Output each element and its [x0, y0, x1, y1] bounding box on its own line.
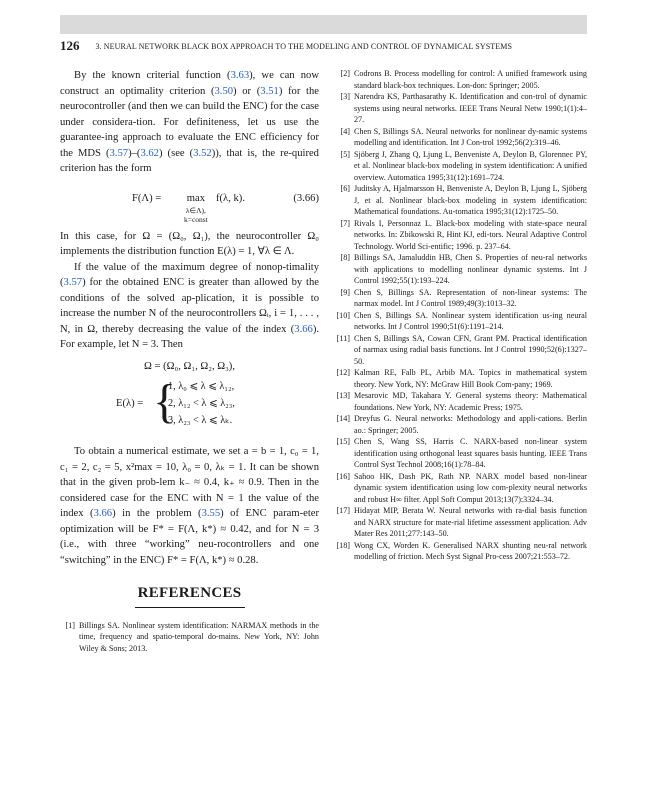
- reference-item: [335, 149, 587, 184]
- piecewise-equation: [60, 375, 319, 430]
- references-list: [335, 68, 587, 563]
- reference-number: [14]: [336, 414, 350, 423]
- reference-number: [6]: [340, 184, 350, 193]
- paragraph-criterion: [60, 68, 319, 177]
- equation-link[interactable]: 3.52: [193, 147, 212, 159]
- header-band: [60, 15, 587, 34]
- reference-number: [11]: [336, 333, 350, 343]
- reference-number: [10]: [336, 310, 350, 320]
- equation-link[interactable]: 3.57: [63, 277, 83, 288]
- reference-item: [335, 252, 587, 287]
- max-subscript: λ∈Λ),: [185, 206, 206, 215]
- reference-text: Wong CX, Worden K. Generalised NARX shunting neu-ral network modelling of friction. Mech Syst Signal Pro-cess 2007;21:553–72.: [354, 540, 587, 561]
- left-column: [60, 68, 319, 654]
- max-word: max: [186, 192, 206, 204]
- text: ) or (: [233, 85, 261, 97]
- reference-number: [12]: [336, 368, 350, 377]
- equation-lhs: F(Λ) =: [132, 192, 162, 204]
- reference-item: [60, 620, 319, 655]
- reference-text: Mesarovic MD, Takahara Y. General systems theory: Mathematical foundations. New York, NY: Academic Press; 1975.: [354, 391, 587, 412]
- text: ), we can now construct an optimality criterion (: [60, 70, 319, 97]
- piecewise-case: 3, λ₂₃ < λ ⩽ λₖ.: [168, 415, 233, 426]
- reference-text: Chen S, Billings SA. Neural networks for nonlinear dy-namic systems modelling and identification. Int J Con-trol 1992;56(2):319–46.: [354, 126, 587, 147]
- text: )), that is, the re-quired criterion has the form: [60, 147, 319, 174]
- text: ) for the neurocontroller (and then we can build the ENC) for the case under considera-tion. For definiteness, let us use the guarantee-ing approach to evaluate the ENC efficiency for the MDS (: [60, 85, 319, 159]
- equation-link[interactable]: 3.63: [230, 70, 250, 81]
- equation-link[interactable]: 3.50: [214, 85, 234, 97]
- reference-number: [16]: [336, 471, 350, 481]
- piecewise-case: 1, λ₀ ⩽ λ ⩽ λ₁₂,: [168, 381, 235, 392]
- reference-item: [335, 540, 587, 563]
- text: By the known criterial function (: [74, 70, 231, 81]
- reference-number: [8]: [340, 253, 350, 262]
- brace-symbol: {: [153, 375, 177, 428]
- reference-item: [335, 505, 587, 540]
- references-heading: REFERENCES: [137, 585, 242, 601]
- reference-text: Kalman RE, Falb PL, Arbib MA. Topics in mathematical system theory. New York, NY: McGraw Hill Book Com-pany; 1969.: [354, 368, 587, 389]
- equation-number: (3.66): [293, 192, 319, 204]
- max-operator: [184, 191, 208, 225]
- reference-item: [335, 183, 587, 218]
- text: ) in the problem (: [112, 508, 202, 519]
- reference-item: [335, 287, 587, 310]
- reference-text: Billings SA. Nonlinear system identification: NARMAX methods in the time, frequency and spatio-temporal do-mains. New York, NY: John Wiley & Sons; 2013.: [79, 620, 319, 653]
- equation-link[interactable]: 3.66: [93, 508, 113, 519]
- equation-link[interactable]: 3.66: [294, 323, 313, 335]
- reference-item: [335, 218, 587, 253]
- reference-text: Rivals I, Personnaz L. Black-box modeling with state-space neural networks. In: Zbikowski R, Hint KJ, edi-tors. Neural Adaptive Control Technology. World Sci-entific; 1996. p. 237–64.: [354, 218, 587, 251]
- reference-item: [335, 436, 587, 471]
- reference-text: Chen S, Billings SA. Nonlinear system identification us-ing neural networks. Int J Control 1990;51(6):1191–214.: [354, 310, 587, 331]
- equation-3-66: [60, 187, 319, 224]
- reference-number: [9]: [340, 287, 350, 297]
- text: )–(: [128, 147, 141, 159]
- reference-number: [3]: [340, 92, 350, 101]
- equation-link[interactable]: 3.55: [201, 508, 221, 519]
- reference-text: Narendra KS, Parthasarathy K. Identification and con-trol of dynamic systems using neural networks. IEEE Trans Neural Netw 1990;1(1):4–27.: [354, 92, 587, 124]
- reference-item: [335, 390, 587, 413]
- reference-text: Sahoo HK, Dash PK, Rath NP. NARX model based non-linear dynamic system identification using low com-plexity neural networks and robust H∞ filter. Appl Soft Comput 2013;13(7):3324–34.: [354, 471, 587, 504]
- chapter-title: 3. NEURAL NETWORK BLACK BOX APPROACH TO THE MODELING AND CONTROL OF DYNAMICAL SYSTEMS: [95, 42, 513, 51]
- reference-item: [335, 333, 587, 368]
- reference-text: Juditsky A, Hjalmarsson H, Benveniste A, Deylon B, Ljung L, Sjöberg J, et al. Nonlinear black-box modeling in system identification: Mathematical foundations. Au-tomatica 1995;31(12):1725–50.: [354, 184, 587, 216]
- max-subscript: k=const: [184, 215, 208, 224]
- reference-item: [335, 68, 587, 91]
- heading-rule: [135, 607, 245, 608]
- reference-item: [335, 310, 587, 333]
- running-head: [60, 38, 587, 54]
- reference-number: [7]: [340, 218, 350, 228]
- reference-item: [335, 367, 587, 390]
- text: ) for the obtained ENC is greater than allowed by the conditions of the solved ap-plication, it is possible to increase the number N of the neurocontrollers Ωᵢ, i = 1, . . . , N, in Ω, thereby decreasing the value of the index (: [60, 277, 319, 335]
- reference-number: [17]: [336, 506, 350, 515]
- reference-item: [335, 91, 587, 126]
- equation-rhs: f(λ, k).: [216, 192, 245, 204]
- reference-text: Dreyfus G. Neural networks: Methodology and appli-cations. Berlin ao.: Springer; 2005.: [354, 414, 587, 435]
- reference-text: Billings SA, Jamaluddin HB, Chen S. Properties of neu-ral networks with applications to modelling nonlinear dynamic systems. Int J Control 1992;55(1):193–224.: [354, 253, 587, 285]
- reference-text: Chen S, Billings SA, Cowan CFN, Grant PM. Practical identification of narmax using radial basis functions. Int J Control 1990;52(6):1327–50.: [354, 333, 587, 366]
- text: To obtain a numerical estimate, we set a = b = 1, c₀ = 1, c₁ = 2, c₂ = 5, x²max = 10, λ₀ = 0, λₖ = 1. It can be shown that in the given prob-lem k₋ ≈ 0.4, k₊ ≈ 0.9. Then in the considered case for the ENC with N = 1 the value of the index (: [60, 446, 319, 519]
- equation-link[interactable]: 3.62: [140, 147, 159, 159]
- reference-number: [13]: [336, 391, 350, 400]
- reference-text: Codrons B. Process modelling for control: A unified framework using standard black-box techniques. Lon-don: Springer; 2005.: [354, 69, 587, 90]
- paragraph-numerical-estimate: [60, 444, 319, 568]
- equation-link[interactable]: 3.57: [109, 147, 129, 159]
- reference-text: Sjöberg J, Zhang Q, Ljung L, Benveniste A, Deylon B, Glorennec PY, et al. Nonlinear black-box modeling in system identification: A unified overview. Automatica 1995;31(12):1691–724.: [354, 149, 587, 182]
- text: ). For example, let N = 3. Then: [60, 323, 319, 350]
- reference-number: [18]: [336, 540, 350, 550]
- text: ) of ENC param-eter optimization will be F* = F(Λ, k*) ≈ 0.42, and for N = 3 (i.e., with three “working” neu-rocontrollers and one “switching” in the ENC) F* = F(Λ, k*) ≈ 0.28.: [60, 508, 320, 566]
- piecewise-lhs: E(λ) =: [116, 398, 144, 409]
- reference-item: [335, 471, 587, 506]
- reference-item: [335, 413, 587, 436]
- piecewise-case: 2, λ₁₂ < λ ⩽ λ₂₃,: [168, 398, 235, 409]
- text: If the value of the maximum degree of nonop-timality (: [60, 261, 319, 288]
- omega-equation: Ω = (Ω₀, Ω₁, Ω₂, Ω₃),: [143, 360, 235, 372]
- reference-item: [335, 126, 587, 149]
- reference-text: Hidayat MIP, Berata W. Neural networks with ra-dial basis function and NARX structure for mate-rial lifetime assessment application. Adv Mater Res 2011;277:143–50.: [354, 506, 587, 538]
- paragraph-nonoptimality: [60, 260, 319, 353]
- reference-text: Chen S, Billings SA. Representation of non-linear systems: The narmax model. Int J Control 1989;49(3):1013–32.: [354, 287, 587, 308]
- text: ) (see (: [158, 147, 194, 159]
- reference-number: [1]: [65, 620, 75, 630]
- equation-link[interactable]: 3.51: [260, 85, 279, 97]
- reference-number: [5]: [340, 149, 350, 159]
- reference-text: Chen S, Wang SS, Harris C. NARX-based non-linear system identification using orthogonal least squares basis hunting. IEEE Trans Control Syst Technol 2008;16(1):78–84.: [354, 437, 587, 469]
- reference-number: [4]: [340, 126, 350, 136]
- reference-number: [15]: [336, 437, 350, 446]
- reference-number: [2]: [340, 69, 350, 78]
- page-number: 126: [60, 38, 80, 53]
- paragraph-neurocontroller: In this case, for Ω = (Ω₀, Ω₁), the neurocontroller Ω₀ implements the distribution function E(λ) = 1, ∀λ ∈ Λ.: [60, 230, 319, 257]
